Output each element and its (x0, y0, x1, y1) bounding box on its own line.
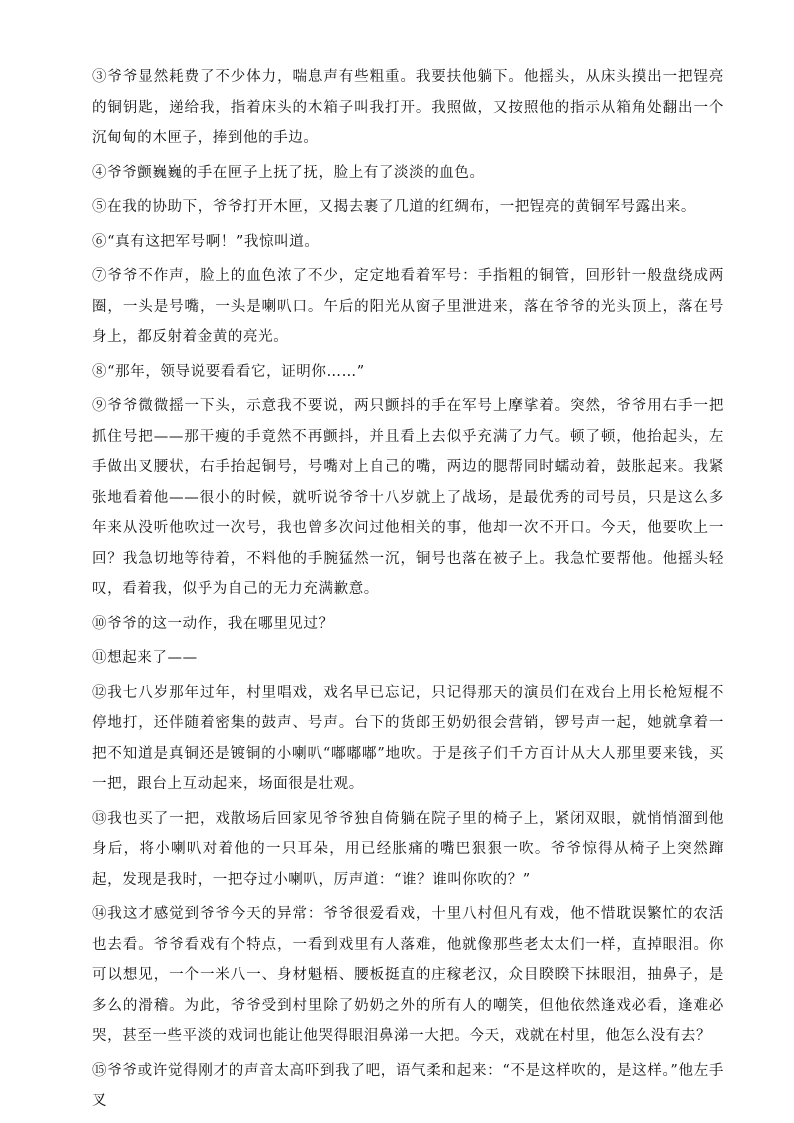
paragraph-5: ⑤在我的协助下，爷爷打开木匣，又揭去裹了几道的红绸布，一把锃亮的黄铜军号露出来。 (92, 199, 696, 215)
paragraph-6: ⑥“真有这把军号啊！”我惊叫道。 (92, 233, 320, 250)
paragraph-13: ⑬我也买了一把，戏散场后回家见爷爷独自倚躺在院子里的椅子上，紧闭双眼，就悄悄溜到他身后，将小喇叭对着他的一只耳朵，用已经胀痛的嘴巴狠狠一吹。爷爷惊得从椅子上突然蹿起，发现是我时，一把夺过小喇叭，厉声道：“谁？谁叫你吹的？” (92, 810, 724, 888)
paragraph-12: ⑫我七八岁那年过年，村里唱戏，戏名早已忘记，只记得那天的演员们在戏台上用长枪短棍不停地打，还伴随着密集的鼓声、号声。台下的货郎王奶奶很会营销，锣号声一起，她就拿着一把不知道是真铜还是镀铜的小喇叭“嘟嘟嘟”地吹。于是孩子们千方百计从大人那里要来钱，买一把，跟台上互动起来，场面很是壮观。 (92, 684, 724, 792)
paragraph-7: ⑦爷爷不作声，脸上的血色浓了不少，定定地看着军号：手指粗的铜管，回形针一般盘绕成两圈，一头是号嘴，一头是喇叭口。午后的阳光从窗子里泄进来，落在爷爷的光头顶上，落在号身上，都反射着金黄的亮光。 (92, 268, 724, 345)
paragraph-8: ⑧“那年，领导说要看看它，证明你……” (92, 363, 365, 380)
paragraph-15: ⑮爷爷或许觉得刚才的声音太高吓到我了吧，语气柔和起来：“不是这样吹的，是这样。”他左手叉 (92, 1062, 724, 1109)
paragraph-10: ⑩爷爷的这一动作，我在哪里见过？ (92, 615, 334, 632)
paragraph-3: ③爷爷显然耗费了不少体力，喘息声有些粗重。我要扶他躺下。他摇头，从床头摸出一把锃亮的铜钥匙，递给我，指着床头的木箱子叫我打开。我照做，又按照他的指示从箱角处翻出一个沉甸甸的木匣子，捧到他的手边。 (92, 69, 724, 146)
paragraph-14: ⑭我这才感觉到爷爷今天的异常：爷爷很爱看戏，十里八村但凡有戏，他不惜耽误繁忙的农活也去看。爷爷看戏有个特点，一看到戏里有人落难，他就像那些老太太们一样，直掉眼泪。你可以想见，一个一米八一、身材魁梧、腰板挺直的庄稼老汉，众目睽睽下抹眼泪，抽鼻子，是多么的滑稽。为此，爷爷受到村里除了奶奶之外的所有人的嘲笑，但他依然逢戏必看，逢难必哭，甚至一些平淡的戏词也能让他哭得眼泪鼻涕一大把。今天，戏就在村里，他怎么没有去？ (92, 906, 724, 1044)
document-page (92, 62, 724, 1121)
paragraph-9: ⑨爷爷微微摇一下头，示意我不要说，两只颤抖的手在军号上摩挲着。突然，爷爷用右手一把抓住号把——那干瘦的手竟然不再颤抖，并且看上去似乎充满了力气。顿了顿，他抬起头，左手做出叉腰状，右手抬起铜号，号嘴对上自己的嘴，两边的腮帮同时蠕动着，鼓胀起来。我紧张地看着他——很小的时候，就听说爷爷十八岁就上了战场，是最优秀的司号员，只是这么多年来从没听他吹过一次号，我也曾多次问过他相关的事，他却一次不开口。今天，他要吹上一回？我急切地等待着，不料他的手腕猛然一沉，铜号也落在被子上。我急忙要帮他。他摇头轻叹，看着我，似乎为自己的无力充满歉意。 (92, 398, 724, 597)
paragraph-11: ⑪想起来了—— (92, 650, 198, 666)
paragraph-4: ④爷爷颤巍巍的手在匣子上抚了抚，脸上有了淡淡的血色。 (92, 164, 485, 181)
